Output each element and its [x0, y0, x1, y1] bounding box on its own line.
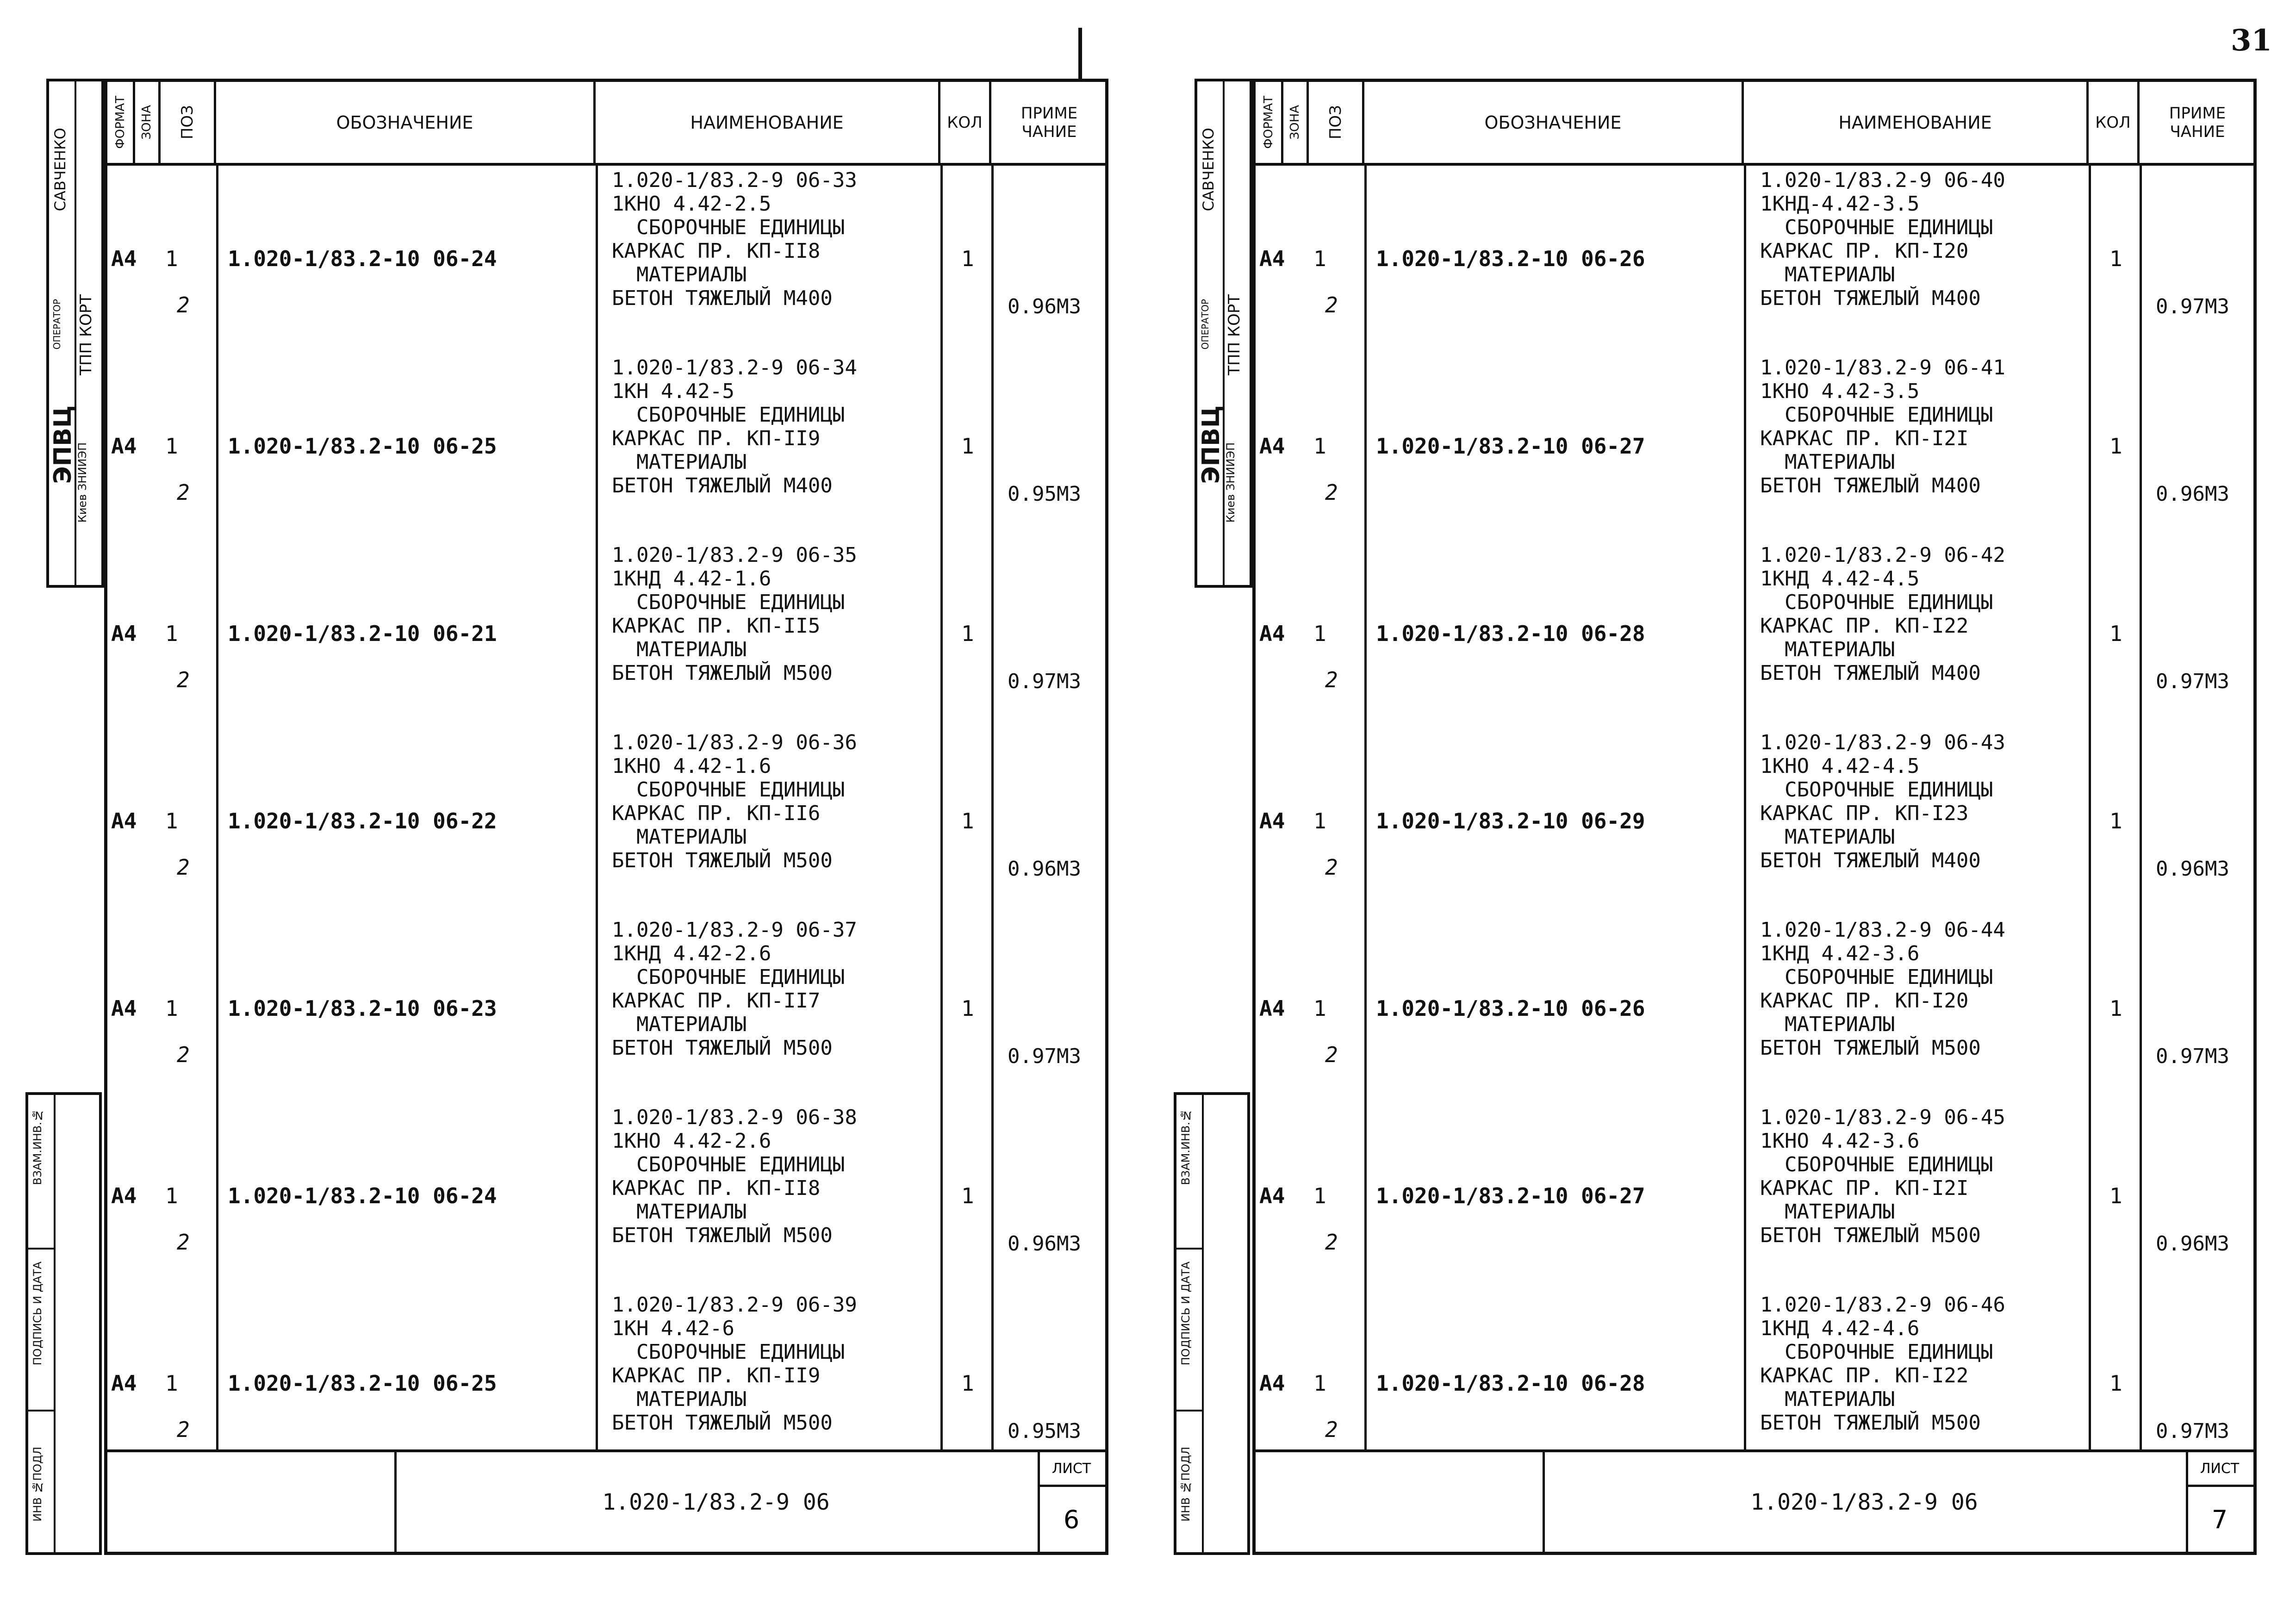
- row-qty: 1: [2109, 621, 2122, 646]
- table-row: [1256, 725, 2253, 913]
- row-format: А4: [1259, 1371, 1285, 1396]
- row-zone-2: 2: [177, 1042, 190, 1067]
- hdr-format: ФОРМАТ: [1261, 96, 1276, 149]
- row-qty: 1: [2109, 246, 2122, 271]
- row-qty: 1: [2109, 996, 2122, 1021]
- row-qty: 1: [961, 996, 974, 1021]
- sheet-number: 6: [1063, 1505, 1080, 1534]
- row-note: 0.97М3: [1008, 670, 1081, 693]
- row-designation: 1.020-1/83.2-10 06-24: [228, 1183, 497, 1208]
- row-format: А4: [111, 1371, 137, 1396]
- side-stamp: [25, 1092, 102, 1555]
- row-zone-2: 2: [1325, 480, 1338, 505]
- row-note: 0.97М3: [2156, 295, 2229, 318]
- row-qty: 1: [2109, 1371, 2122, 1396]
- row-note: 0.97М3: [2156, 1045, 2229, 1068]
- row-zone: 1: [165, 996, 178, 1021]
- row-qty: 1: [961, 808, 974, 833]
- row-designation: 1.020-1/83.2-10 06-28: [1376, 621, 1645, 646]
- table-row: [1256, 913, 2253, 1100]
- title-stamp: [46, 79, 104, 588]
- side-inv-podl: ИНВ №ПОДЛ: [1179, 1447, 1192, 1522]
- row-names: 1.020-1/83.2-9 06-42 1КНД 4.42-4.5 СБОРОЧНЫЕ ЕДИНИЦЫ КАРКАС ПР. КП-I22 МАТЕРИАЛЫ БЕТОН ТЯЖЕЛЫЙ М400: [1760, 543, 2005, 685]
- table-row: [1256, 1287, 2253, 1475]
- sheet-label: ЛИСТ: [2186, 1452, 2253, 1487]
- hdr-note: ПРИМЕ ЧАНИЕ: [2169, 104, 2226, 141]
- row-names: 1.020-1/83.2-9 06-34 1КН 4.42-5 СБОРОЧНЫЕ ЕДИНИЦЫ КАРКАС ПР. КП-II9 МАТЕРИАЛЫ БЕТОН ТЯЖЕЛЫЙ М400: [612, 356, 857, 497]
- table-row: [107, 163, 1105, 350]
- row-note: 0.97М3: [2156, 1419, 2229, 1443]
- row-designation: 1.020-1/83.2-10 06-27: [1376, 1183, 1645, 1208]
- row-names: 1.020-1/83.2-9 06-33 1КНО 4.42-2.5 СБОРОЧНЫЕ ЕДИНИЦЫ КАРКАС ПР. КП-II8 МАТЕРИАЛЫ БЕТОН ТЯЖЕЛЫЙ М400: [612, 168, 857, 310]
- row-designation: 1.020-1/83.2-10 06-26: [1376, 996, 1645, 1021]
- hdr-pos: ПОЗ: [1326, 105, 1345, 140]
- stamp-operator-label: ОПЕРАТОР: [51, 299, 62, 350]
- row-format: А4: [111, 621, 137, 646]
- row-names: 1.020-1/83.2-9 06-36 1КНО 4.42-1.6 СБОРОЧНЫЕ ЕДИНИЦЫ КАРКАС ПР. КП-II6 МАТЕРИАЛЫ БЕТОН ТЯЖЕЛЫЙ М500: [612, 731, 857, 872]
- row-zone-2: 2: [1325, 1042, 1338, 1067]
- row-zone-2: 2: [177, 1230, 190, 1255]
- row-zone: 1: [165, 246, 178, 271]
- hdr-format: ФОРМАТ: [113, 96, 127, 149]
- table-row: [1256, 538, 2253, 725]
- row-zone: 1: [1313, 434, 1326, 459]
- table-row: [107, 1100, 1105, 1287]
- table-row: [107, 538, 1105, 725]
- row-format: А4: [1259, 621, 1285, 646]
- row-zone: 1: [1313, 808, 1326, 833]
- stamp-city: Киев ЗНИИЭП: [76, 442, 89, 523]
- table-row: [107, 1287, 1105, 1475]
- doc-code: 1.020-1/83.2-9 06: [1543, 1452, 2188, 1552]
- row-designation: 1.020-1/83.2-10 06-29: [1376, 808, 1645, 833]
- row-note: 0.96М3: [2156, 1232, 2229, 1256]
- row-designation: 1.020-1/83.2-10 06-23: [228, 996, 497, 1021]
- row-names: 1.020-1/83.2-9 06-46 1КНД 4.42-4.6 СБОРОЧНЫЕ ЕДИНИЦЫ КАРКАС ПР. КП-I22 МАТЕРИАЛЫ БЕТОН ТЯЖЕЛЫЙ М500: [1760, 1293, 2005, 1435]
- hdr-name: НАИМЕНОВАНИЕ: [596, 82, 940, 163]
- title-block: [107, 1449, 1105, 1552]
- row-names: 1.020-1/83.2-9 06-40 1КНД-4.42-3.5 СБОРОЧНЫЕ ЕДИНИЦЫ КАРКАС ПР. КП-I20 МАТЕРИАЛЫ БЕТОН ТЯЖЕЛЫЙ М400: [1760, 168, 2005, 310]
- row-designation: 1.020-1/83.2-10 06-22: [228, 808, 497, 833]
- table-row: [1256, 163, 2253, 350]
- row-designation: 1.020-1/83.2-10 06-24: [228, 246, 497, 271]
- row-format: А4: [111, 246, 137, 271]
- row-names: 1.020-1/83.2-9 06-41 1КНО 4.42-3.5 СБОРОЧНЫЕ ЕДИНИЦЫ КАРКАС ПР. КП-I2I МАТЕРИАЛЫ БЕТОН ТЯЖЕЛЫЙ М400: [1760, 356, 2005, 497]
- row-zone-2: 2: [177, 480, 190, 505]
- side-vzam: ВЗАМ.ИНВ.№: [31, 1109, 44, 1185]
- table-row: [107, 725, 1105, 913]
- row-designation: 1.020-1/83.2-10 06-26: [1376, 246, 1645, 271]
- row-designation: 1.020-1/83.2-10 06-28: [1376, 1371, 1645, 1396]
- table-header: [107, 82, 1105, 166]
- row-format: А4: [1259, 434, 1285, 459]
- table-header: [1256, 82, 2253, 166]
- row-zone: 1: [165, 621, 178, 646]
- sheet-label: ЛИСТ: [1038, 1452, 1105, 1487]
- row-zone: 1: [1313, 1183, 1326, 1208]
- row-note: 0.96М3: [2156, 857, 2229, 881]
- side-stamp: [1174, 1092, 1250, 1555]
- row-format: А4: [1259, 808, 1285, 833]
- row-format: А4: [111, 996, 137, 1021]
- row-zone-2: 2: [177, 855, 190, 880]
- row-format: А4: [1259, 246, 1285, 271]
- row-format: А4: [1259, 996, 1285, 1021]
- row-zone-2: 2: [1325, 667, 1338, 692]
- row-zone: 1: [165, 434, 178, 459]
- row-note: 0.97М3: [2156, 670, 2229, 693]
- row-names: 1.020-1/83.2-9 06-39 1КН 4.42-6 СБОРОЧНЫЕ ЕДИНИЦЫ КАРКАС ПР. КП-II9 МАТЕРИАЛЫ БЕТОН ТЯЖЕЛЫЙ М500: [612, 1293, 857, 1435]
- row-note: 0.96М3: [2156, 482, 2229, 506]
- row-zone: 1: [165, 1183, 178, 1208]
- row-designation: 1.020-1/83.2-10 06-21: [228, 621, 497, 646]
- title-stamp: [1195, 79, 1252, 588]
- table-row: [1256, 1100, 2253, 1287]
- row-zone: 1: [1313, 621, 1326, 646]
- row-zone: 1: [165, 1371, 178, 1396]
- hdr-qty: КОЛ: [940, 82, 991, 163]
- row-note: 0.95М3: [1008, 482, 1081, 506]
- row-qty: 1: [961, 246, 974, 271]
- row-qty: 1: [2109, 434, 2122, 459]
- hdr-zone: ЗОНА: [140, 105, 154, 140]
- table-row: [107, 913, 1105, 1100]
- side-vzam: ВЗАМ.ИНВ.№: [1179, 1109, 1192, 1185]
- stamp-org: ЭПВЦ: [1197, 405, 1225, 484]
- hdr-pos: ПОЗ: [178, 105, 197, 140]
- row-designation: 1.020-1/83.2-10 06-25: [228, 1371, 497, 1396]
- stamp-operator: ТПП КОРТ: [1225, 294, 1244, 375]
- row-zone-2: 2: [177, 292, 190, 317]
- stamp-person: САВЧЕНКО: [1200, 128, 1217, 211]
- table-row: [107, 350, 1105, 538]
- stamp-city: Киев ЗНИИЭП: [1224, 442, 1237, 523]
- row-zone-2: 2: [1325, 855, 1338, 880]
- side-podpis: ПОДПИСЬ И ДАТА: [1179, 1262, 1192, 1366]
- row-zone: 1: [1313, 246, 1326, 271]
- hdr-designation: ОБОЗНАЧЕНИЕ: [1364, 82, 1744, 163]
- hdr-name: НАИМЕНОВАНИЕ: [1744, 82, 2089, 163]
- row-qty: 1: [2109, 1183, 2122, 1208]
- row-note: 0.95М3: [1008, 1419, 1081, 1443]
- stamp-operator-label: ОПЕРАТОР: [1200, 299, 1211, 350]
- stamp-operator: ТПП КОРТ: [77, 294, 95, 375]
- row-names: 1.020-1/83.2-9 06-38 1КНО 4.42-2.6 СБОРОЧНЫЕ ЕДИНИЦЫ КАРКАС ПР. КП-II8 МАТЕРИАЛЫ БЕТОН ТЯЖЕЛЫЙ М500: [612, 1106, 857, 1247]
- spec-table: [1252, 79, 2257, 1555]
- row-zone: 1: [1313, 1371, 1326, 1396]
- side-podpis: ПОДПИСЬ И ДАТА: [31, 1262, 44, 1366]
- row-qty: 1: [961, 1371, 974, 1396]
- side-inv-podl: ИНВ №ПОДЛ: [31, 1447, 44, 1522]
- title-block: [1256, 1449, 2253, 1552]
- hdr-designation: ОБОЗНАЧЕНИЕ: [216, 82, 596, 163]
- row-format: А4: [111, 434, 137, 459]
- hdr-note: ПРИМЕ ЧАНИЕ: [1020, 104, 1078, 141]
- row-zone: 1: [165, 808, 178, 833]
- row-note: 0.97М3: [1008, 1045, 1081, 1068]
- table-row: [1256, 350, 2253, 538]
- row-designation: 1.020-1/83.2-10 06-25: [228, 434, 497, 459]
- row-zone-2: 2: [177, 1417, 190, 1442]
- row-zone: 1: [1313, 996, 1326, 1021]
- spec-table: [104, 79, 1108, 1555]
- row-zone-2: 2: [1325, 1230, 1338, 1255]
- row-qty: 1: [961, 621, 974, 646]
- page-number: 31: [2231, 23, 2272, 58]
- row-zone-2: 2: [1325, 1417, 1338, 1442]
- row-note: 0.96М3: [1008, 1232, 1081, 1256]
- row-names: 1.020-1/83.2-9 06-43 1КНО 4.42-4.5 СБОРОЧНЫЕ ЕДИНИЦЫ КАРКАС ПР. КП-I23 МАТЕРИАЛЫ БЕТОН ТЯЖЕЛЫЙ М400: [1760, 731, 2005, 872]
- row-names: 1.020-1/83.2-9 06-45 1КНО 4.42-3.6 СБОРОЧНЫЕ ЕДИНИЦЫ КАРКАС ПР. КП-I2I МАТЕРИАЛЫ БЕТОН ТЯЖЕЛЫЙ М500: [1760, 1106, 2005, 1247]
- hdr-qty: КОЛ: [2089, 82, 2140, 163]
- row-note: 0.96М3: [1008, 857, 1081, 881]
- row-names: 1.020-1/83.2-9 06-37 1КНД 4.42-2.6 СБОРОЧНЫЕ ЕДИНИЦЫ КАРКАС ПР. КП-II7 МАТЕРИАЛЫ БЕТОН ТЯЖЕЛЫЙ М500: [612, 918, 857, 1060]
- row-format: А4: [1259, 1183, 1285, 1208]
- row-zone-2: 2: [177, 667, 190, 692]
- row-qty: 1: [2109, 808, 2122, 833]
- row-note: 0.96М3: [1008, 295, 1081, 318]
- row-names: 1.020-1/83.2-9 06-35 1КНД 4.42-1.6 СБОРОЧНЫЕ ЕДИНИЦЫ КАРКАС ПР. КП-II5 МАТЕРИАЛЫ БЕТОН ТЯЖЕЛЫЙ М500: [612, 543, 857, 685]
- row-format: А4: [111, 1183, 137, 1208]
- row-qty: 1: [961, 1183, 974, 1208]
- row-format: А4: [111, 808, 137, 833]
- stamp-org: ЭПВЦ: [49, 405, 77, 484]
- row-names: 1.020-1/83.2-9 06-44 1КНД 4.42-3.6 СБОРОЧНЫЕ ЕДИНИЦЫ КАРКАС ПР. КП-I20 МАТЕРИАЛЫ БЕТОН ТЯЖЕЛЫЙ М500: [1760, 918, 2005, 1060]
- row-qty: 1: [961, 434, 974, 459]
- row-designation: 1.020-1/83.2-10 06-27: [1376, 434, 1645, 459]
- sheet-right: [1148, 0, 2296, 1623]
- sheet-number: 7: [2211, 1505, 2228, 1534]
- stamp-person: САВЧЕНКО: [51, 128, 69, 211]
- doc-code: 1.020-1/83.2-9 06: [394, 1452, 1040, 1552]
- row-zone-2: 2: [1325, 292, 1338, 317]
- hdr-zone: ЗОНА: [1288, 105, 1302, 140]
